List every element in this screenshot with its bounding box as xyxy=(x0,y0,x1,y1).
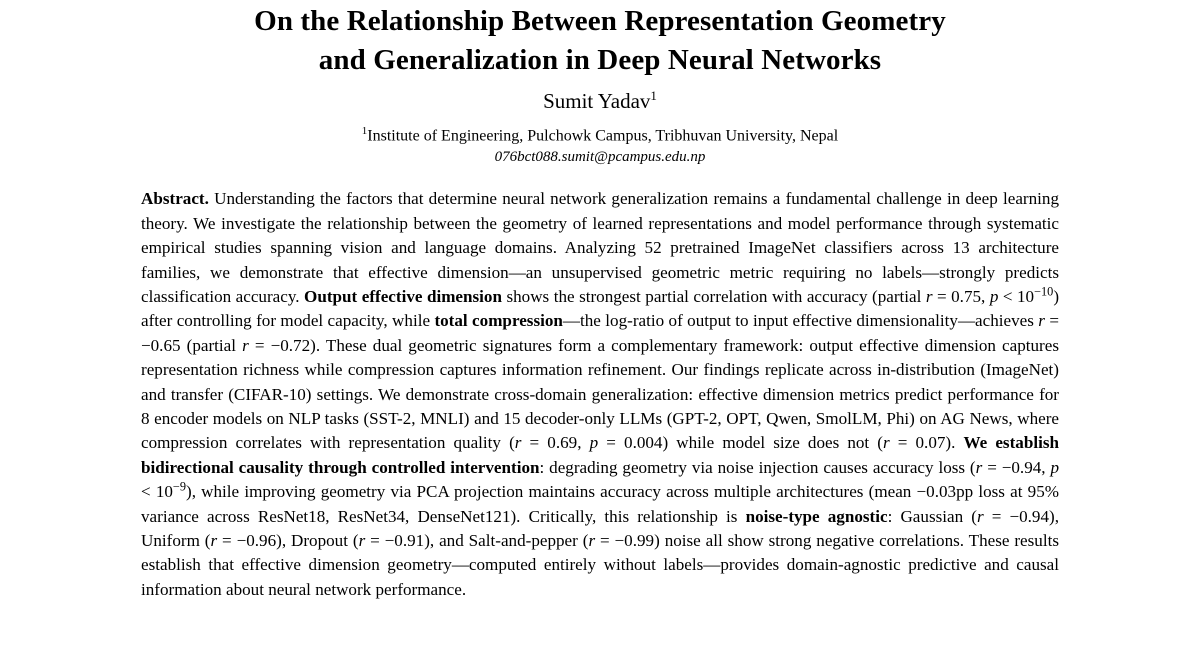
abstract-text-19: = −0.91), and Salt-and-pepper ( xyxy=(365,531,589,551)
abstract-bold-1: Output effective dimension xyxy=(304,286,502,306)
abstract-italic-8: r xyxy=(975,457,983,477)
abstract-italic-10: r xyxy=(976,506,984,526)
abstract-italic-1: r xyxy=(925,286,933,306)
abstract-text-7: = −0.65 (partial xyxy=(141,311,1059,355)
abstract-text-17: = −0.94), Uniform ( xyxy=(141,506,1059,551)
abstract-text-11: = 0.07). xyxy=(889,433,964,453)
title-line-1: On the Relationship Between Representation Geometry xyxy=(254,5,946,37)
abstract-text-10: = 0.004) while model size does not ( xyxy=(598,433,883,453)
abstract-text-9: = 0.69, xyxy=(521,433,590,453)
abstract-italic-11: r xyxy=(210,531,218,551)
abstract-text-5: ) after controlling for model capacity, while xyxy=(141,286,1060,331)
page-title xyxy=(150,0,1050,80)
affiliation-marker: 1 xyxy=(361,125,368,137)
abstract-exponent-1: −10 xyxy=(1034,284,1054,299)
abstract-bold-4: noise-type agnostic xyxy=(745,506,888,526)
abstract-text-14: < 10 xyxy=(141,482,173,502)
abstract-italic-7: r xyxy=(882,433,890,453)
abstract-italic-4: r xyxy=(242,335,249,355)
abstract-italic-2: p xyxy=(989,286,999,306)
abstract-text-16: : Gaussian ( xyxy=(887,506,977,526)
abstract-exponent-2: −9 xyxy=(172,479,187,494)
abstract-text-13: = −0.94, xyxy=(982,457,1051,477)
abstract-bold-2: total compression xyxy=(434,311,563,331)
abstract-bold-3: We establish bidirectional causality through controlled intervention xyxy=(141,433,1059,477)
abstract-italic-9: p xyxy=(1050,457,1059,477)
abstract-text-6: —the log-ratio of output to input effective dimensionality—achieves xyxy=(562,311,1039,331)
affiliation-line xyxy=(0,125,1200,145)
abstract-text-1: Understanding the factors that determine neural network generalization remains a fundamental challenge in deep learning theory. We investigate the relationship between the geometry of learned representations and model performance through systematic empirical studies spanning vision and language domains. Analyzing 52 pretrained ImageNet classifiers across 13 architecture families, we demonstrate that effective dimension—an unsupervised geometric metric requiring no labels—strongly predicts classification accuracy. xyxy=(141,189,1059,306)
abstract-text-18: = −0.96), Dropout ( xyxy=(217,531,359,551)
abstract-label: Abstract. xyxy=(141,189,209,209)
abstract-italic-3: r xyxy=(1038,311,1045,331)
abstract-italic-13: r xyxy=(588,531,596,551)
abstract-text-8: = −0.72). These dual geometric signatures form a complementary framework: output effective dimension captures representation richness while compression captures information refinement. Our findings replicate across in-distribution (ImageNet) and transfer (CIFAR-10) settings. We demonstrate cross-domain generalization: effective dimension metrics predict performance for 8 encoder models on NLP tasks (SST-2, MNLI) and 15 decoder-only LLMs (GPT-2, OPT, Qwen, SmolLM, Phi) on AG News, where compression correlates with representation quality ( xyxy=(141,335,1059,453)
abstract-text-3: = 0.75, xyxy=(932,286,990,306)
abstract-text-12: : degrading geometry via noise injection causes accuracy loss ( xyxy=(539,457,976,477)
abstract-italic-12: r xyxy=(358,531,366,551)
author-email: 076bct088.sumit@pcampus.edu.np xyxy=(494,149,706,166)
author-name: Sumit Yadav xyxy=(543,89,651,113)
affiliation-text: Institute of Engineering, Pulchowk Campus, Tribhuvan University, Nepal xyxy=(367,127,839,145)
abstract-text-20: = −0.99) noise all show strong negative correlations. These results establish that effective dimension geometry—computed entirely without labels—provides domain-agnostic predictive and causal information about neural network performance. xyxy=(141,531,1059,599)
title-line-2: and Generalization in Deep Neural Networks xyxy=(318,44,882,76)
abstract-text-15: ), while improving geometry via PCA projection maintains accuracy across multiple architectures (mean −0.03pp loss at 95% variance across ResNet18, ResNet34, DenseNet121). Critically, this relationship is xyxy=(141,482,1059,526)
abstract-block xyxy=(141,187,1059,602)
abstract-italic-6: p xyxy=(589,433,599,453)
abstract-text-2: shows the strongest partial correlation with accuracy (partial xyxy=(501,286,926,306)
author-line xyxy=(0,88,1200,114)
abstract-text-4: < 10 xyxy=(998,286,1035,306)
abstract-italic-5: r xyxy=(514,433,522,453)
author-affiliation-marker: 1 xyxy=(650,88,657,103)
